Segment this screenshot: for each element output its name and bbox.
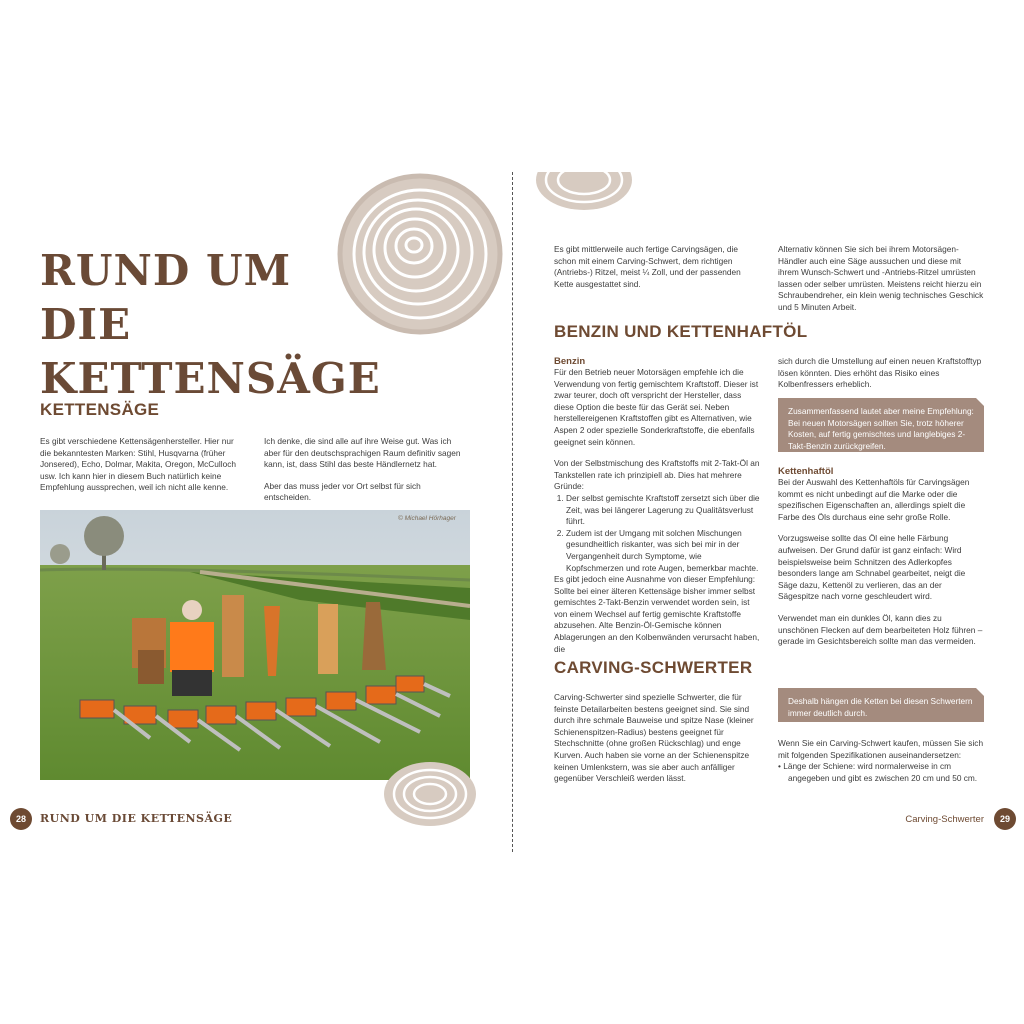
chapter-title-line2: KETTENSÄGE xyxy=(40,354,381,403)
wood-rings-bottom-icon xyxy=(380,760,482,832)
chapter-title xyxy=(40,244,381,406)
photo-chainsaw-carvings xyxy=(40,510,470,780)
list-item: 2. Zudem ist der Umgang mit solchen Mischungen gesundheitlich riskanter, was sich bei mir in der Vergangenheit durch Symptome, wie Kopfschmerzen und rote Augen, bemerkbar machte. xyxy=(566,528,760,574)
callout-recommendation-text: Zusammenfassend lautet aber meine Empfehlung: Bei neuen Motorsägen sollten Sie, trotz höherer Kosten, auf fertig gemischtes und langlebiges 2-Takt-Benzin zurückgreifen. xyxy=(788,406,974,451)
benzin-continued: sich durch die Umstellung auf einen neuen Kraftstofftyp lösen könnten. Dies erhöht das Risiko eines Kolbenfressers erheblich. xyxy=(778,356,982,390)
intro-col1: Es gibt mittlerweile auch fertige Carvingsägen, die schon mit einem Carving-Schwert, dem richtigen (Antriebs-) Ritzel, meist ¼ Zoll, und der passenden Kette ausgestattet sind. xyxy=(554,244,741,289)
section-heading-kettensaege: KETTENSÄGE xyxy=(40,400,160,419)
callout-recommendation xyxy=(778,398,984,452)
intro-col2: Alternativ können Sie sich bei ihrem Motorsägen-Händler auch eine Säge aussuchen und diese mit ihrem Wunsch-Schwert und -Antriebs-Ritzel umrüsten lassen oder selber umrüsten. Meistens reicht hierzu ein Schraubendreher, ein klein wenig technisches Geschick und 5 Minuten Arbeit. xyxy=(778,244,984,312)
list-item: • Länge der Schiene: wird normalerweise in cm angegeben und gibt es zwischen 20 cm und 50 cm. xyxy=(788,761,984,784)
left-col2-p2: Aber das muss jeder vor Ort selbst für sich entscheiden. xyxy=(264,480,421,503)
wood-rings-icon xyxy=(322,172,512,352)
carving-p2: Wenn Sie ein Carving-Schwert kaufen, müssen Sie sich mit folgenden Spezifikationen auseinandersetzen: xyxy=(778,738,984,760)
benzin-heading: Benzin xyxy=(554,356,586,367)
left-col2-p1: Ich denke, die sind alle auf ihre Weise gut. Was ich aber für den deutschsprachigen Raum definitiv sagen kann, ist, dass Stihl das beste Händlernetz hat. xyxy=(264,436,461,470)
benzin-p3: Es gibt jedoch eine Ausnahme von dieser Empfehlung: Sollte bei einer älteren Kettensäge bisher immer selbst gemischtes 2-Takt-Benzin verwendet worden sein, ist von einem Wechsel auf fertig gemischte Kraftstoffe abzusehen. Alte Benzin-Öl-Gemische können Ablagerungen an den Kolbenwänden verursacht haben, die xyxy=(554,574,760,654)
footer-title-right: Carving-Schwerter xyxy=(905,814,984,825)
page-number-right: 29 xyxy=(994,808,1016,830)
benzin-reasons-list xyxy=(554,493,760,574)
chapter-title-line1: RUND UM DIE xyxy=(40,246,292,349)
page-number-left: 28 xyxy=(10,808,32,830)
oil-p1: Bei der Auswahl des Kettenhaftöls für Carvingsägen kommt es nicht unbedingt auf die Marke oder die spezifischen Eigenschaften an, allerdings spielt die Farbe des Öls durchaus eine sehr große Rolle. xyxy=(778,477,970,522)
photo-credit: © Michael Hörhager xyxy=(398,515,456,522)
carving-spec-list xyxy=(778,761,984,784)
benzin-column xyxy=(554,356,760,655)
oil-heading: Kettenhaftöl xyxy=(778,466,834,477)
oil-column xyxy=(778,466,984,648)
callout-chains-text: Deshalb hängen die Ketten bei diesen Schwertern immer deutlich durch. xyxy=(788,696,973,718)
list-item: 1. Der selbst gemischte Kraftstoff zersetzt sich über die Zeit, was bei längerer Lagerung zu Qualitätsverlust führt. xyxy=(566,493,760,528)
benzin-p1: Für den Betrieb neuer Motorsägen empfehle ich die Verwendung von fertig gemischtem Kraftstoff. Dieser ist zwar teurer, doch oft verspricht der Hersteller, dass diese Option die beste für das Gerät sei. Neben herstellereigenen Kraftstoffen gibt es Alternativen, wie Aspen 2 oder spezielle Sonderkraftstoffe, die ebenfalls geeignet sein können. xyxy=(554,367,759,447)
left-col1-text: Es gibt verschiedene Kettensägenhersteller. Hier nur die bekanntesten Marken: Stihl, Husqvarna (früher Jonsered), Echo, Dolmar, Makita, Oregon, McCulloch usw. Ich kann hier in diesem Buch natürlich keine Empfehlung aussprechen, weil ich nicht alle kenne. xyxy=(40,436,236,493)
left-col2 xyxy=(264,436,470,504)
callout-chains xyxy=(778,688,984,722)
wood-rings-top-right-icon xyxy=(534,172,636,212)
section-heading-carving-schwerter: CARVING-SCHWERTER xyxy=(554,658,753,677)
page-gutter xyxy=(512,172,513,852)
oil-p2: Vorzugsweise sollte das Öl eine helle Färbung aufweisen. Der Grund dafür ist ganz einfach: Wird beispielsweise beim Schnitzen des Adlerkopfes besonders lange am Schnabel gearbeitet, neigt die Säge dazu, Kettenöl zu verlieren, das an der Sägespitze nach vorne geschleudert wird. xyxy=(778,533,966,602)
carving-p1: Carving-Schwerter sind spezielle Schwerter, die für feinste Detailarbeiten bestens geeignet sind. Sie sind durch ihre schmale Bauweise und spitze Nase (kleiner Schienenspitzen-Radius) bestens geeignet für Stechschnitte (ohne großen Rückschlag) und enge Kurven. Auch haben sie vorne an der Schienenspitze keinen Umlenkstern, was sie aber auch anfälliger gegenüber Verschleiß werden lässt. xyxy=(554,692,754,784)
benzin-p2: Von der Selbstmischung des Kraftstoffs mit 2-Takt-Öl an Tankstellen rate ich prinzipiell ab. Dies hat mehrere Gründe: xyxy=(554,458,760,492)
carving-right-column xyxy=(778,738,984,784)
benzin-right-column xyxy=(778,356,984,401)
oil-p3: Verwendet man ein dunkles Öl, kann dies zu unschönen Flecken auf dem bearbeiteten Holz führen – gerade im Gesichtsbereich sollte man das vermeiden. xyxy=(778,612,983,647)
section-heading-benzin-kettenhaftoel: BENZIN UND KETTENHAFTÖL xyxy=(554,322,808,341)
footer-title-left: RUND UM DIE KETTENSÄGE xyxy=(40,812,233,825)
